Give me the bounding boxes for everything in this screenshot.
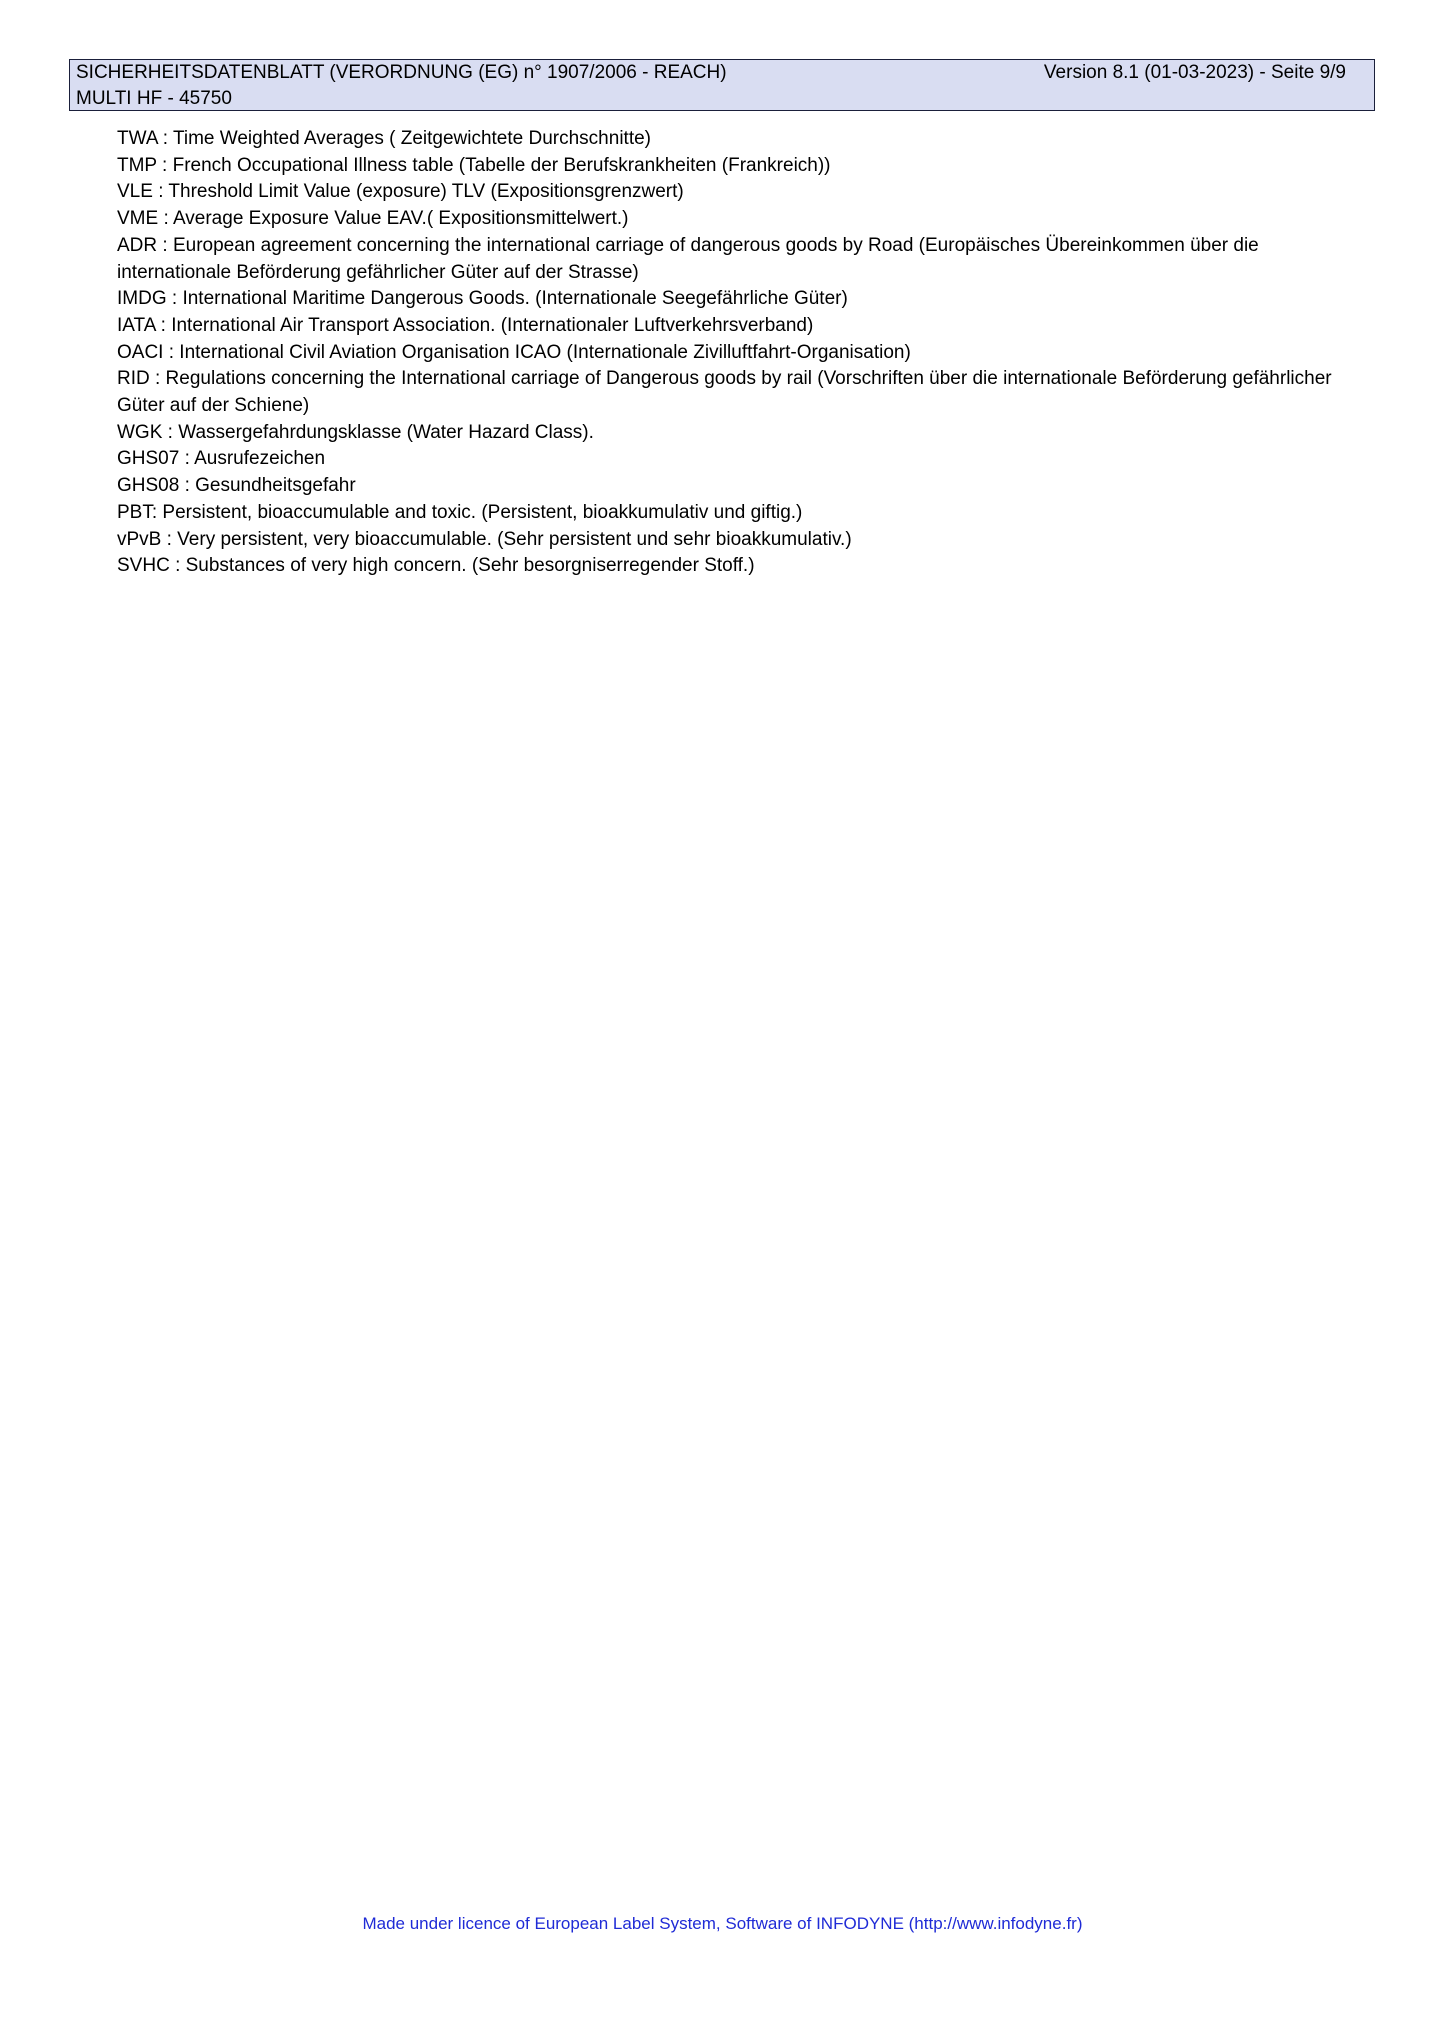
abbreviation-line-continued: Güter auf der Schiene) [117, 395, 310, 417]
abbreviation-line: PBT: Persistent, bioaccumulable and toxic. (Persistent, bioakkumulativ und giftig.) [117, 501, 803, 523]
abbreviation-line: SVHC : Substances of very high concern. (Sehr besorgniserregender Stoff.) [117, 555, 755, 577]
abbreviation-line: IMDG : International Maritime Dangerous Goods. (Internationale Seegefährliche Güter) [117, 288, 848, 310]
product-name: MULTI HF - 45750 [76, 88, 232, 109]
licence-footer: Made under licence of European Label System, Software of INFODYNE (http://www.infodyne.fr) [362, 1914, 1083, 1933]
abbreviation-line: VLE : Threshold Limit Value (exposure) TLV (Expositionsgrenzwert) [117, 181, 684, 203]
abbreviation-line: TMP : French Occupational Illness table (Tabelle der Berufskrankheiten (Frankreich)) [117, 154, 831, 176]
abbreviation-line: GHS08 : Gesundheitsgefahr [117, 475, 356, 497]
document-header [69, 59, 1375, 111]
abbreviation-line-continued: internationale Beförderung gefährlicher Güter auf der Strasse) [117, 261, 639, 283]
version-page-info: Version 8.1 (01-03-2023) - Seite 9/9 [1043, 62, 1346, 83]
abbreviation-line: TWA : Time Weighted Averages ( Zeitgewichtete Durchschnitte) [117, 128, 651, 149]
abbreviation-line: VME : Average Exposure Value EAV.( Expositionsmittelwert.) [117, 208, 629, 230]
abbreviations-list [117, 126, 1367, 580]
abbreviation-line: OACI : International Civil Aviation Organisation ICAO (Internationale Zivilluftfahrt-Organisation) [117, 341, 911, 363]
abbreviation-line: GHS07 : Ausrufezeichen [117, 448, 326, 470]
abbreviation-line: WGK : Wassergefahrdungsklasse (Water Hazard Class). [117, 421, 594, 443]
abbreviation-line: RID : Regulations concerning the International carriage of Dangerous goods by rail (Vorschriften über die internationale Beförderung gefährlicher [117, 368, 1332, 390]
abbreviation-line: IATA : International Air Transport Association. (Internationaler Luftverkehrsverband) [117, 314, 814, 336]
abbreviation-line: ADR : European agreement concerning the international carriage of dangerous goods by Road (Europäisches Übereinkommen über die [117, 234, 1259, 256]
document-title: SICHERHEITSDATENBLATT (VERORDNUNG (EG) n° 1907/2006 - REACH) [76, 62, 727, 83]
abbreviation-line: vPvB : Very persistent, very bioaccumulable. (Sehr persistent und sehr bioakkumulativ.) [117, 528, 852, 550]
